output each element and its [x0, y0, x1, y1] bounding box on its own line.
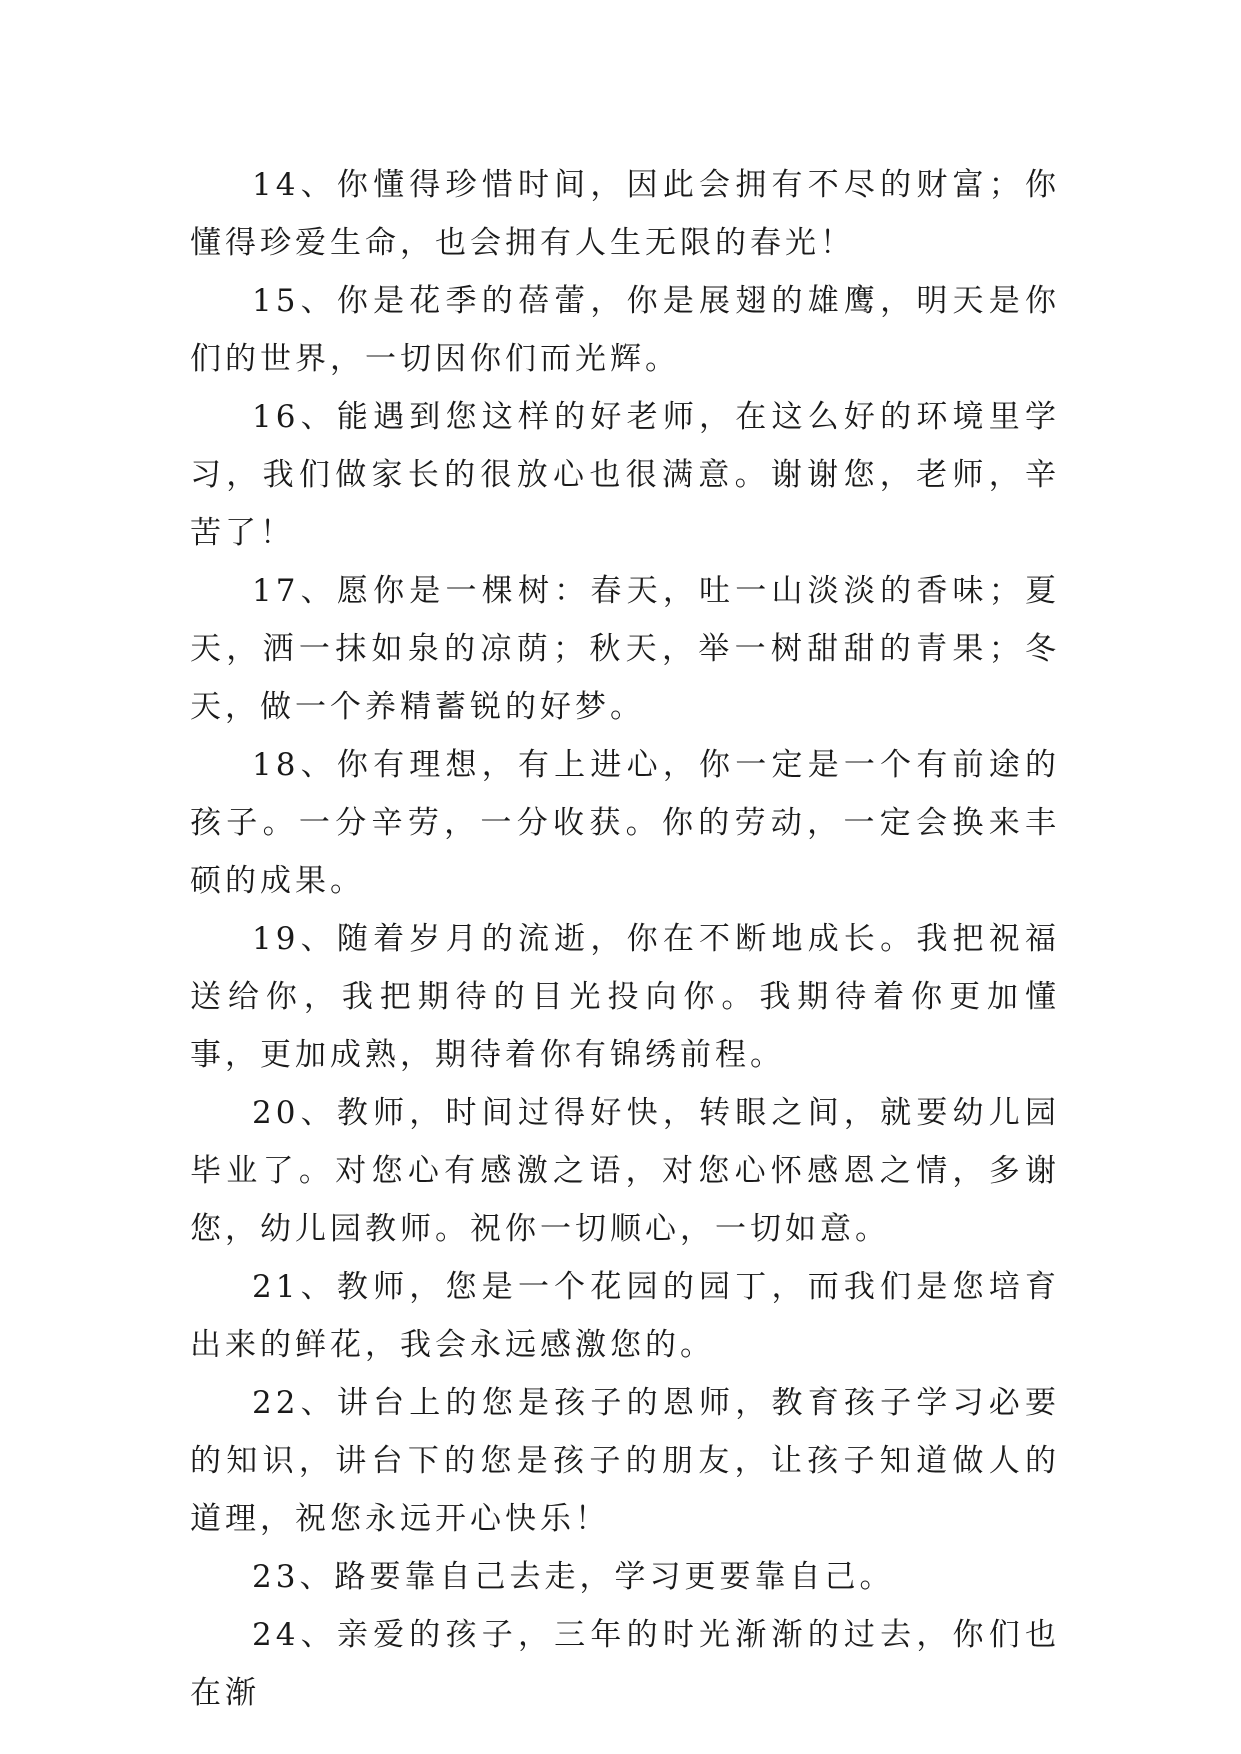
paragraph-14: 14、你懂得珍惜时间，因此会拥有不尽的财富；你懂得珍爱生命，也会拥有人生无限的春光！: [190, 167, 1060, 261]
paragraph-23: 23、路要靠自己去走，学习更要靠自己。: [252, 1559, 895, 1595]
paragraph-22: 22、讲台上的您是孩子的恩师，教育孩子学习必要的知识，讲台下的您是孩子的朋友，让孩子知道做人的道理，祝您永远开心快乐！: [190, 1385, 1060, 1537]
paragraph-18: 18、你有理想，有上进心，你一定是一个有前途的孩子。一分辛劳，一分收获。你的劳动，一定会换来丰硕的成果。: [190, 747, 1060, 899]
paragraph-19: 19、随着岁月的流逝，你在不断地成长。我把祝福送给你，我把期待的目光投向你。我期待着你更加懂事，更加成熟，期待着你有锦绣前程。: [190, 921, 1060, 1073]
paragraph-17: 17、愿你是一棵树：春天，吐一山淡淡的香味；夏天，洒一抹如泉的凉荫；秋天，举一树甜甜的青果；冬天，做一个养精蓄锐的好梦。: [190, 573, 1060, 725]
paragraph-20: 20、教师，时间过得好快，转眼之间，就要幼儿园毕业了。对您心有感激之语，对您心怀感恩之情，多谢您，幼儿园教师。祝你一切顺心，一切如意。: [190, 1095, 1060, 1247]
paragraph-21: 21、教师，您是一个花园的园丁，而我们是您培育出来的鲜花，我会永远感激您的。: [190, 1269, 1060, 1363]
document-body: [190, 156, 1060, 1722]
paragraph-24: 24、亲爱的孩子，三年的时光渐渐的过去，你们也在渐: [190, 1617, 1060, 1711]
paragraph-15: 15、你是花季的蓓蕾，你是展翅的雄鹰，明天是你们的世界，一切因你们而光辉。: [190, 283, 1060, 377]
paragraph-16: 16、能遇到您这样的好老师，在这么好的环境里学习，我们做家长的很放心也很满意。谢谢您，老师，辛苦了！: [190, 399, 1060, 551]
